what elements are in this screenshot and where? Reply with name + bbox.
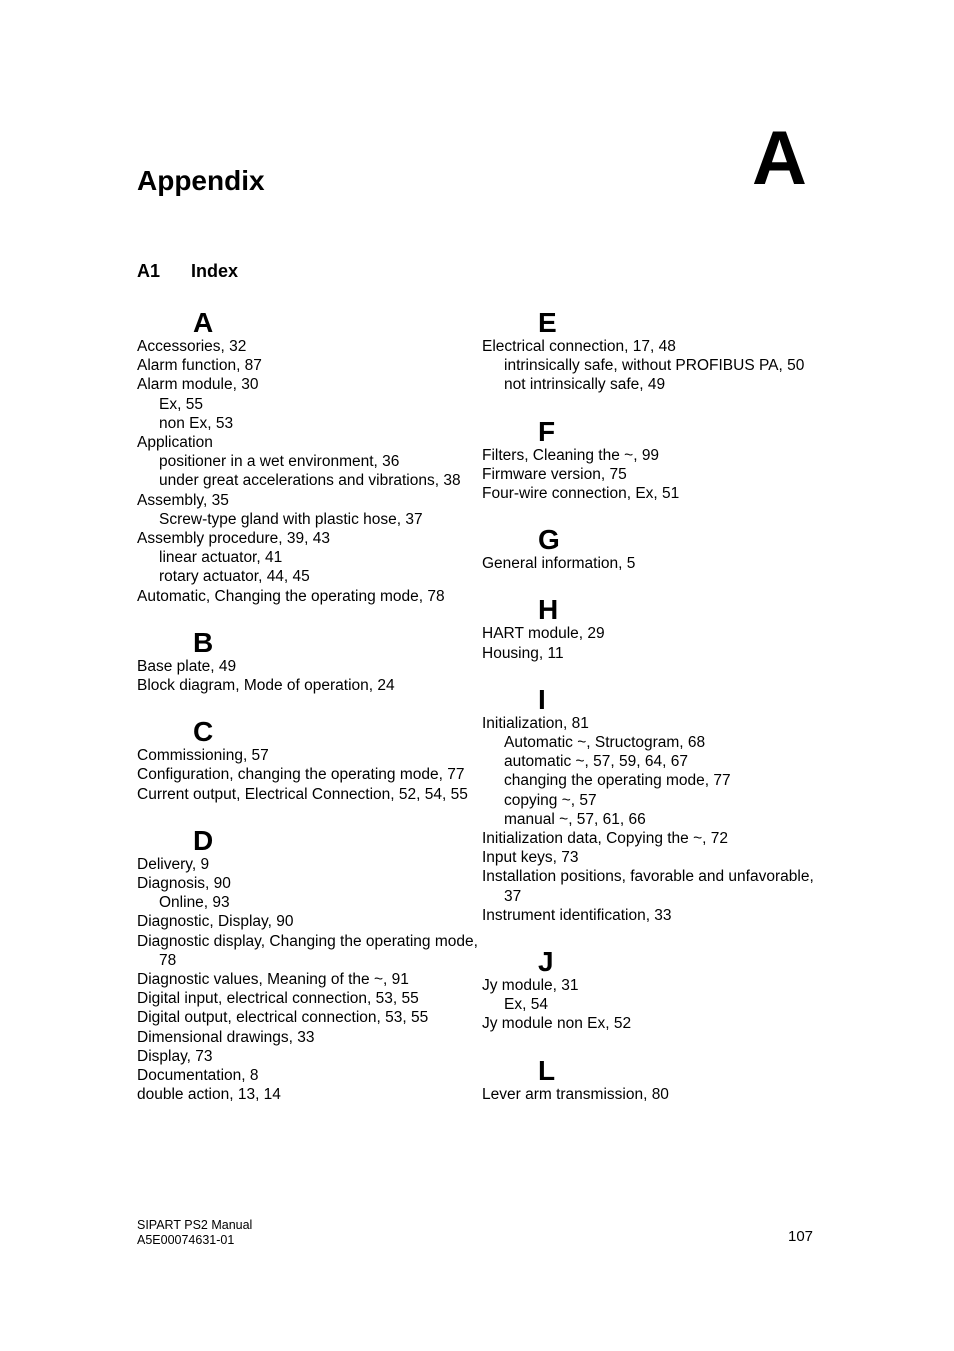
index-entry: Alarm function, 87 — [137, 357, 262, 375]
index-subentry: automatic ~, 57, 59, 64, 67 — [504, 753, 688, 771]
index-entry: Jy module non Ex, 52 — [482, 1015, 632, 1033]
index-subentry: not intrinsically safe, 49 — [504, 376, 666, 394]
index-letter-group-h — [482, 594, 827, 662]
index-entry: Accessories, 32 — [137, 338, 247, 355]
index-entry: Alarm module, 30 — [137, 376, 259, 394]
index-entry: Housing, 11 — [482, 644, 564, 662]
index-subentry: non Ex, 53 — [159, 414, 234, 432]
page-number: 107 — [788, 1228, 814, 1245]
index-letter-group-d — [137, 825, 482, 1105]
index-letter-group-j — [482, 946, 827, 1034]
index-letter-heading: D — [193, 824, 214, 856]
index-entry: Jy module, 31 — [482, 977, 579, 995]
index-letter-heading: A — [193, 307, 214, 338]
index-subentry: Ex, 55 — [159, 395, 203, 413]
index-entry: Digital input, electrical connection, 53, 55 — [137, 990, 419, 1008]
index-entry: Diagnostic values, Meaning of the ~, 91 — [137, 971, 409, 989]
index-letter-group-i — [482, 684, 827, 925]
index-entry: Initialization data, Copying the ~, 72 — [482, 830, 729, 848]
index-entry: Delivery, 9 — [137, 855, 210, 873]
section-number: A1 — [137, 261, 161, 281]
index-entry: Digital output, electrical connection, 53, 55 — [137, 1009, 429, 1027]
index-letter-group-c — [137, 716, 482, 804]
index-entry: Installation positions, favorable and unfavorable, 37 — [482, 868, 814, 905]
section-heading — [137, 262, 238, 282]
section-title: Index — [191, 261, 239, 281]
index-entry: Assembly, 35 — [137, 491, 229, 509]
index-entry: Input keys, 73 — [482, 849, 579, 867]
index-entry: Four-wire connection, Ex, 51 — [482, 485, 680, 503]
index-subentry: copying ~, 57 — [504, 791, 597, 809]
index-subentry: Automatic ~, Structogram, 68 — [504, 734, 706, 752]
index-letter-heading: L — [538, 1054, 556, 1086]
index-entry: Diagnostic display, Changing the operating mode, 78 — [137, 932, 478, 969]
index-letter-heading: I — [538, 683, 546, 715]
index-subentry: rotary actuator, 44, 45 — [159, 568, 310, 586]
index-right-column — [482, 307, 827, 1125]
index-letter-group-g — [482, 524, 827, 573]
index-entry: Electrical connection, 17, 48 — [482, 338, 676, 355]
index-letter-heading: B — [193, 626, 214, 658]
index-letter-group-l — [482, 1055, 827, 1104]
index-entry: Base plate, 49 — [137, 657, 237, 675]
index-letter-heading: C — [193, 716, 214, 748]
index-letter-heading: G — [538, 524, 560, 556]
index-entry: HART module, 29 — [482, 625, 605, 643]
index-letter-group-f — [482, 416, 827, 504]
index-entry: Application — [137, 434, 213, 452]
index-letter-group-a — [137, 307, 482, 606]
index-entry: Firmware version, 75 — [482, 465, 627, 483]
index-letter-heading: J — [538, 946, 554, 978]
index-entry: Initialization, 81 — [482, 714, 589, 732]
index-entry: Diagnosis, 90 — [137, 875, 231, 893]
index-subentry: positioner in a wet environment, 36 — [159, 453, 400, 471]
index-subentry: changing the operating mode, 77 — [504, 772, 731, 790]
index-entry: Current output, Electrical Connection, 52, 54, 55 — [137, 785, 468, 803]
index-entry: Dimensional drawings, 33 — [137, 1028, 315, 1046]
index-letter-group-e — [482, 307, 827, 395]
chapter-letter: A — [752, 116, 807, 201]
footer-doc-number: A5E00074631-01 — [137, 1233, 235, 1247]
index-entry: Filters, Cleaning the ~, 99 — [482, 446, 660, 464]
index-entry: Documentation, 8 — [137, 1067, 259, 1085]
index-entry: General information, 5 — [482, 555, 636, 573]
index-entry: Instrument identification, 33 — [482, 906, 672, 924]
index-entry: Lever arm transmission, 80 — [482, 1085, 669, 1103]
footer-manual-info — [137, 1218, 252, 1248]
index-entry: Display, 73 — [137, 1047, 213, 1065]
index-entry: Block diagram, Mode of operation, 24 — [137, 677, 395, 695]
index-subentry: Ex, 54 — [504, 996, 548, 1014]
index-subentry: under great accelerations and vibrations, 38 — [159, 472, 461, 490]
index-entry: Configuration, changing the operating mode, 77 — [137, 766, 465, 784]
footer-manual-name: SIPART PS2 Manual — [137, 1218, 253, 1232]
index-entry: Automatic, Changing the operating mode, 78 — [137, 587, 445, 605]
index-left-column — [137, 307, 482, 1126]
index-subentry: Online, 93 — [159, 894, 230, 912]
index-letter-heading: F — [538, 415, 556, 447]
index-entry: Commissioning, 57 — [137, 747, 269, 765]
index-subentry: Screw-type gland with plastic hose, 37 — [159, 510, 423, 528]
index-letter-heading: E — [538, 307, 557, 338]
index-entry: double action, 13, 14 — [137, 1086, 281, 1104]
index-subentry: linear actuator, 41 — [159, 549, 283, 567]
index-letter-group-b — [137, 627, 482, 695]
index-entry: Assembly procedure, 39, 43 — [137, 530, 330, 548]
index-subentry: intrinsically safe, without PROFIBUS PA, 50 — [504, 357, 805, 375]
index-letter-heading: H — [538, 594, 559, 626]
index-entry: Diagnostic, Display, 90 — [137, 913, 294, 931]
index-subentry: manual ~, 57, 61, 66 — [504, 810, 646, 828]
chapter-title: Appendix — [137, 165, 265, 196]
